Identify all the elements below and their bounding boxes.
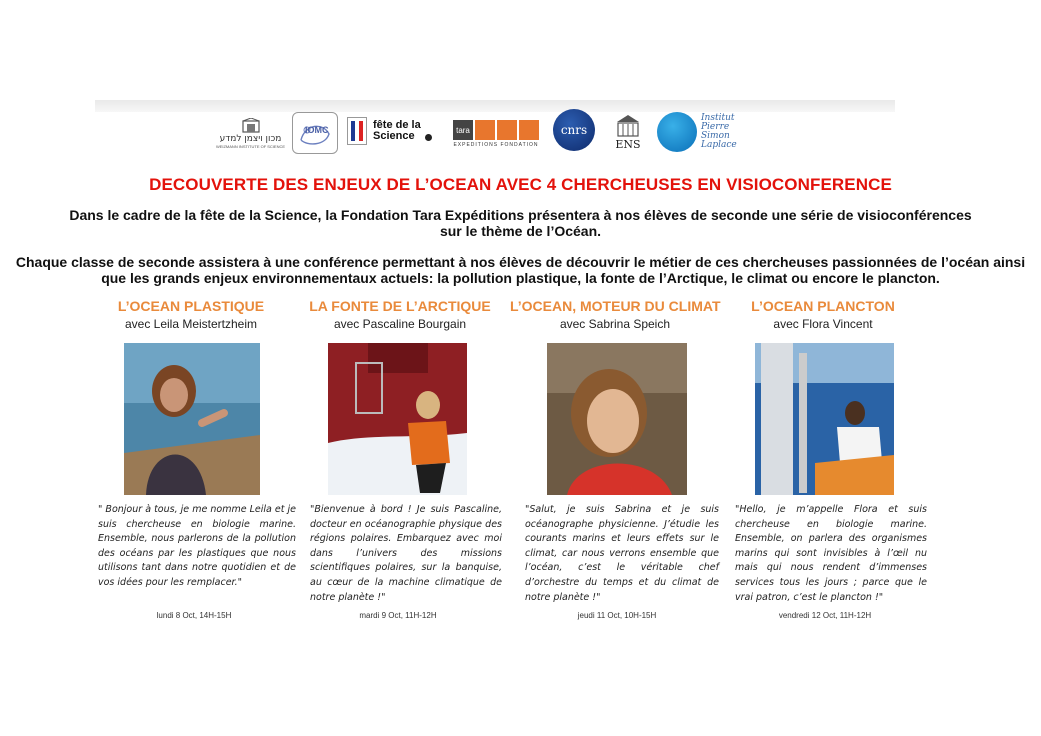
card-title: L’OCEAN PLANCTON: [751, 298, 895, 314]
ens-text: ENS: [615, 137, 641, 151]
card-speaker: avec Leila Meistertzheim: [124, 317, 258, 331]
card-quote: "Salut, je suis Sabrina et je suis océanographe physicienne. J’étudie les courants marins et leurs effets sur le climat, car nous verrons ensemble que l’océan, c’est le véritable chef d’orchestre du temps et du climat de notre planète !": [525, 504, 719, 603]
ipsl-globe-icon: [657, 112, 697, 152]
weizmann-logo: [213, 112, 288, 154]
card-speaker: avec Pascaline Bourgain: [333, 317, 467, 331]
tara-expeditions-logo: [451, 114, 541, 154]
tara-caption: EXPEDITIONS FONDATION: [453, 142, 539, 148]
researcher-photo: [547, 343, 687, 495]
banner-top-bar: [95, 100, 895, 112]
iomc-text: IOMC: [305, 125, 329, 135]
researcher-photo: [124, 343, 260, 495]
partner-logo-banner: [95, 100, 895, 158]
card-speaker: avec Flora Vincent: [773, 317, 873, 331]
weizmann-emblem-icon: [240, 118, 262, 134]
researcher-card-2: [295, 298, 505, 620]
tara-people-tile-icon: [519, 120, 539, 140]
researcher-card-3: [510, 298, 721, 620]
tara-globe-tile-icon: [475, 120, 495, 140]
ipsl-logo: [657, 110, 747, 154]
page-title: DECOUVERTE DES ENJEUX DE L’OCEAN AVEC 4 CHERCHEUSES EN VISIOCONFERENCE: [149, 175, 892, 194]
card-quote: " Bonjour à tous, je me nomme Leila et je suis chercheuse en biologie marine. Ensemble, nous parlerons de la pollution des océans par les plastiques que nous utilisons tant dans notre quotidien et de vos idées pour les remplacer.": [98, 504, 296, 588]
ipsl-line-1: Institut: [701, 113, 735, 123]
intro-paragraph: Dans le cadre de la fête de la Science, la Fondation Tara Expéditions présentera à nos élèves de seconde une série de visioconférences sur le thème de l’Océan.: [69, 207, 972, 239]
researcher-photo: [755, 343, 894, 495]
weizmann-hebrew-text: מכון ויצמן למדע: [219, 133, 282, 144]
ens-building-icon: [615, 114, 641, 138]
researcher-photo: [328, 343, 467, 495]
card-date: lundi 8 Oct, 14H-15H: [156, 611, 232, 620]
weizmann-caption: WEIZMANN INSTITUTE OF SCIENCE: [215, 143, 286, 149]
researcher-card-1: [86, 298, 296, 620]
tara-text-tile: tara: [453, 120, 473, 140]
ipsl-line-4: Laplace: [701, 140, 737, 150]
ipsl-line-2: Pierre: [701, 122, 730, 132]
card-title: L’OCEAN, MOTEUR DU CLIMAT: [510, 298, 721, 314]
card-date: mardi 9 Oct, 11H-12H: [359, 611, 437, 620]
iomc-logo: [292, 112, 338, 154]
fete-de-la-science-logo: [347, 114, 437, 148]
card-title: LA FONTE DE L’ARCTIQUE: [309, 298, 491, 314]
card-quote: "Bienvenue à bord ! Je suis Pascaline, docteur en océanographie physique des régions polaires. Embarquez avec moi dans l’univers des missions scientifiques polaires, sur la banquise, au cœur de la machine climatique de notre planète !": [310, 504, 502, 603]
card-quote: "Hello, je m’appelle Flora et suis chercheuse en biologie marine. Ensemble, on parlera des organismes marins qui sont invisibles à l’œil nu mais qui nous rendent d’immenses services tous les jours ; parce que le vrai patron, c’est le plancton !": [735, 504, 927, 603]
researcher-card-4: [718, 298, 928, 620]
card-date: jeudi 11 Oct, 10H-15H: [577, 611, 657, 620]
card-title: L’OCEAN PLASTIQUE: [117, 298, 265, 314]
tara-boat-tile-icon: [497, 120, 517, 140]
republique-francaise-emblem-icon: [347, 117, 367, 145]
cnrs-logo: [553, 109, 595, 151]
details-paragraph: Chaque classe de seconde assistera à une conférence permettant à nos élèves de découvrir le métier de ces chercheuses passionnées de l’océan ainsi que les grands enjeux environnementaux actuels: la pollution plastique, la fonte de l’Arctique, le climat ou encore le plancton.: [15, 254, 1026, 286]
cnrs-text: cnrs: [560, 123, 588, 137]
fete-dot-icon: [425, 134, 432, 141]
card-date: vendredi 12 Oct, 11H-12H: [778, 611, 872, 620]
card-speaker: avec Sabrina Speich: [559, 317, 671, 331]
fete-de-la-science-text: fête de la Science: [373, 119, 421, 142]
ens-logo: [610, 112, 646, 152]
ipsl-line-3: Simon: [701, 131, 730, 141]
